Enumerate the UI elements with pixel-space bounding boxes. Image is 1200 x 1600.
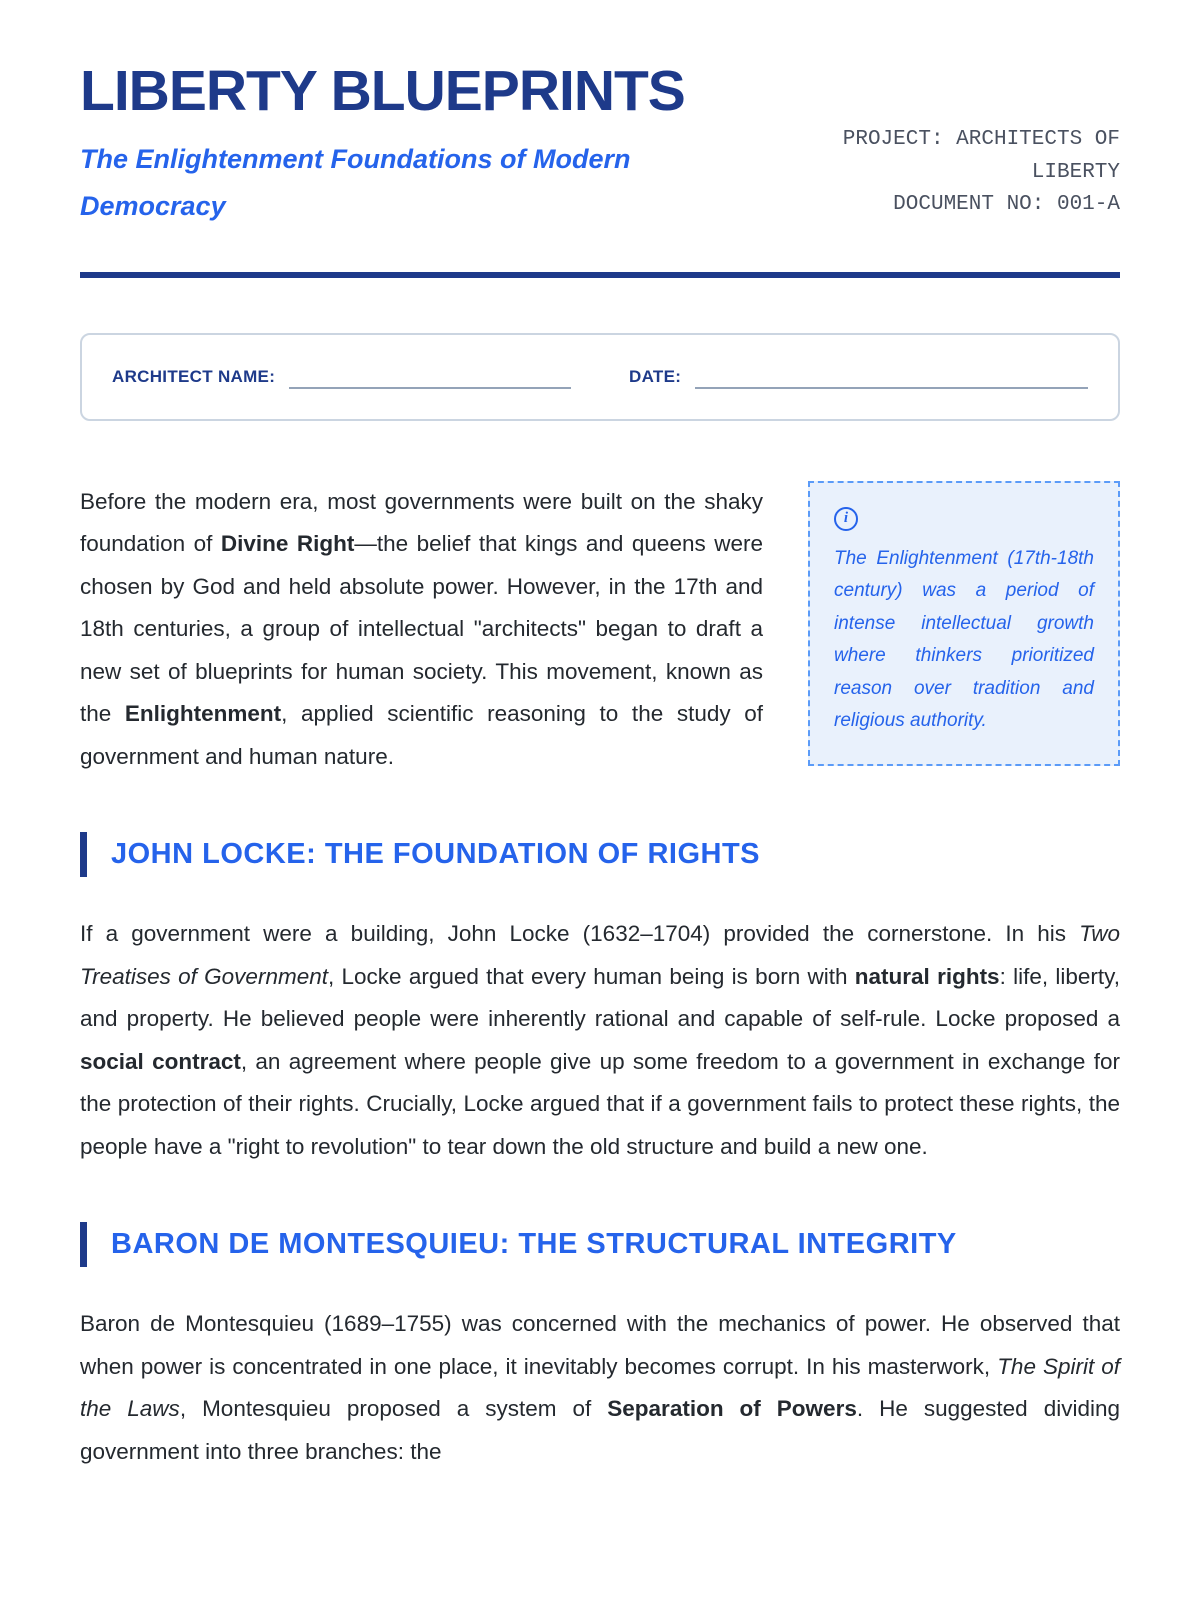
document-header: [80, 59, 1120, 230]
locke-paragraph: If a government were a building, John Locke (1632–1704) provided the cornerstone. In his Two Treatises of Government, Locke argued that every human being is born with natural rights: life, liberty, and property. He believed people were inherently rational and capable of self-rule. Locke proposed a social contract, an agreement where people give up some freedom to a government in exchange for the protection of their rights. Crucially, Locke argued that if a government fails to protect these rights, the people have a "right to revolution" to tear down the old structure and build a new one.: [80, 921, 1120, 1159]
enlightenment-info-callout: [808, 481, 1120, 766]
intro-paragraph: Before the modern era, most governments were built on the shaky foundation of Divine Right—the belief that kings and queens were chosen by God and held absolute power. However, in the 17th and 18th centuries, a group of intellectual "architects" began to draft a new set of blueprints for human society. This movement, known as the Enlightenment, applied scientific reasoning to the study of government and human nature.: [80, 488, 763, 769]
intro-section: [80, 481, 1120, 779]
header-divider-rule: [80, 272, 1120, 278]
date-label: DATE:: [629, 366, 682, 386]
header-title-block: [80, 59, 685, 230]
name-date-form: [80, 333, 1120, 421]
page-title: LIBERTY BLUEPRINTS: [80, 59, 685, 123]
callout-text: The Enlightenment (17th-18th century) was a period of intense intellectual growth where thinkers prioritized reason over tradition and religious authority.: [834, 547, 1094, 732]
architect-name-field[interactable]: [289, 368, 571, 389]
info-icon: i: [834, 507, 858, 531]
section-heading-locke: JOHN LOCKE: THE FOUNDATION OF RIGHTS: [80, 832, 1120, 877]
project-label: PROJECT: ARCHITECTS OF LIBERTY: [842, 128, 1120, 184]
document-meta: [780, 124, 1120, 222]
montesquieu-paragraph: Baron de Montesquieu (1689–1755) was concerned with the mechanics of power. He observed that when power is concentrated in one place, it inevitably becomes corrupt. In his masterwork, The Spirit of the Laws, Montesquieu proposed a system of Separation of Powers. He suggested dividing government into three branches: the: [80, 1311, 1120, 1464]
document-number: DOCUMENT NO: 001-A: [893, 193, 1120, 217]
architect-name-label: ARCHITECT NAME:: [112, 366, 276, 386]
date-field[interactable]: [695, 368, 1088, 389]
page-subtitle: The Enlightenment Foundations of Modern Democracy: [80, 143, 631, 221]
architect-name-group: [112, 367, 571, 389]
section-heading-montesquieu: BARON DE MONTESQUIEU: THE STRUCTURAL INTEGRITY: [80, 1222, 1120, 1267]
date-group: [629, 367, 1088, 389]
